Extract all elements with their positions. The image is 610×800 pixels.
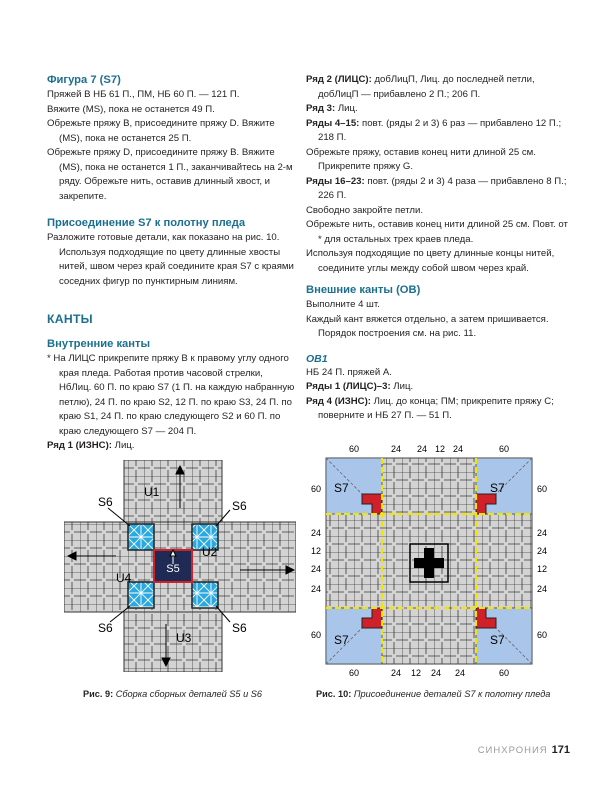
r415-label: Ряды 4–15: <box>306 117 360 129</box>
r3-label: Ряд 3: <box>306 103 336 114</box>
row1-line <box>47 439 297 454</box>
s7-label-bl: S7 <box>334 633 349 647</box>
left-dim-3: 12 <box>310 546 322 556</box>
bottom-dim-6: 60 <box>498 668 510 678</box>
u4-label: U4 <box>116 571 132 585</box>
left-dim-6: 60 <box>310 630 322 640</box>
r415-line <box>306 117 568 146</box>
join-text: Разложите готовые детали, как показано на рис. 10. Используя подходящие по цвету длинные хвосты нитей, швом через край соедините края S7 с краями соседних фигур по пунктирным линиям. <box>47 232 294 287</box>
left-column <box>47 73 297 454</box>
r2-line <box>306 73 568 102</box>
s7-label-br: S7 <box>490 633 505 647</box>
fig9-caption-text: Сборка сборных деталей S5 и S6 <box>113 689 262 699</box>
footer-brand: СИНХРОНИЯ <box>477 745 548 756</box>
s6-label-tr: S6 <box>232 499 247 513</box>
r3-text: Лиц. <box>335 103 358 114</box>
figure-9 <box>64 460 296 677</box>
s6-label-br: S6 <box>232 621 247 635</box>
left-dim-4: 24 <box>310 564 322 574</box>
bind-off-text: Свободно закройте петли. <box>306 204 424 216</box>
top-dim-1: 60 <box>348 444 360 454</box>
right-dim-2: 24 <box>536 528 548 538</box>
figure-9-diagram <box>64 460 296 672</box>
top-dim-2: 24 <box>390 444 402 454</box>
top-dim-4: 12 <box>434 444 446 454</box>
s7-label-tr: S7 <box>490 481 505 495</box>
ob1-rows1-3-label: Ряды 1 (ЛИЦС)–3: <box>306 381 391 392</box>
inner-edges-heading: Внутренние канты <box>47 338 151 350</box>
ob1-row4 <box>306 395 568 424</box>
bottom-dim-3: 12 <box>410 668 422 678</box>
left-dim-1: 60 <box>310 484 322 494</box>
u3-label: U3 <box>176 631 192 645</box>
cut2-text: Обрежьте нить, оставив конец нити длиной 25 см. Повт. от * для остальных трех краев пледа. <box>306 219 568 245</box>
r1623-line <box>306 175 568 204</box>
fig10-caption-num: Рис. 10: <box>316 689 352 699</box>
right-dim-1: 60 <box>536 484 548 494</box>
figure-9-caption <box>83 688 303 700</box>
join-heading: Присоединение S7 к полотну пледа <box>47 217 246 229</box>
fig7-line-4: Обрежьте пряжу D, присоедините пряжу В. Вяжите (MS), пока не останется 1 П., заканчивайтесь на 2-м ряду. Обрежьте нить, оставив длинный хвост, и закрепите. <box>47 147 293 202</box>
s6-label-tl: S6 <box>98 495 113 509</box>
right-dim-3: 24 <box>536 546 548 556</box>
figure-10-caption <box>316 688 566 700</box>
fig7-line-2: Вяжите (MS), пока не останется 49 П. <box>47 103 215 115</box>
fig10-caption-text: Присоединение деталей S7 к полотну пледа <box>351 689 551 699</box>
ob1-heading: ОВ1 <box>306 352 328 365</box>
bottom-dim-5: 24 <box>454 668 466 678</box>
page-number: 171 <box>551 744 570 756</box>
outer-line-1: Выполните 4 шт. <box>306 299 380 310</box>
left-dimensions <box>311 484 321 640</box>
left-dim-5: 24 <box>310 584 322 594</box>
figure7-heading: Фигура 7 (S7) <box>47 74 121 86</box>
u1-label: U1 <box>144 485 160 499</box>
fig9-caption-num: Рис. 9: <box>83 689 114 699</box>
top-dim-5: 24 <box>452 444 464 454</box>
ob1-rows1-3-text: Лиц. <box>390 381 414 392</box>
u2-label: U2 <box>202 545 218 559</box>
s7-label-tl: S7 <box>334 481 349 495</box>
edges-heading: КАНТЫ <box>47 312 93 326</box>
top-dimensions <box>349 444 509 454</box>
ob1-rows1-3 <box>306 380 568 395</box>
row1-text: Лиц. <box>111 440 135 451</box>
outer-edges-heading: Внешние канты (ОВ) <box>306 284 421 296</box>
ob1-row4-text: Лиц. до конца; ПМ; прикрепите пряжу С; поверните и НБ 27 П. — 51 П. <box>318 395 554 421</box>
bottom-dim-1: 60 <box>348 668 360 678</box>
top-dim-6: 60 <box>498 444 510 454</box>
figure-10-diagram <box>306 440 552 684</box>
r2-label: Ряд 2 (ЛИЦС): <box>306 74 372 85</box>
bottom-dim-2: 24 <box>390 668 402 678</box>
row1-label: Ряд 1 (ИЗНС): <box>47 440 112 451</box>
r3-line <box>306 102 568 117</box>
right-dimensions <box>537 484 547 640</box>
figure-10 <box>306 440 552 689</box>
r2-text: добЛицП, Лиц. до последней петли, добЛицП — прибавлено 2 П.; 206 П. <box>318 74 535 100</box>
page-footer <box>470 744 570 756</box>
fig7-line-3: Обрежьте пряжу В, присоедините пряжу D. Вяжите (MS), пока не останется 25 П. <box>47 118 275 144</box>
bottom-dimensions <box>349 668 509 678</box>
right-column <box>306 73 568 424</box>
r1623-text: повт. (ряды 2 и 3) 4 раза — прибавлено 8 П.; 226 П. <box>318 175 567 201</box>
cut1-text: Обрежьте пряжу, оставив конец нити длиной 25 см. Прикрепите пряжу G. <box>306 146 536 172</box>
s6-label-bl: S6 <box>98 621 113 635</box>
fig7-line-1: Пряжей В НБ 61 П., ПМ, НБ 60 П. — 121 П. <box>47 89 240 100</box>
corners-text: Используя подходящие по цвету длинные концы нитей, соедините углы между собой швом через край. <box>306 248 555 274</box>
right-dim-5: 24 <box>536 584 548 594</box>
r415-text: повт. (ряды 2 и 3) 6 раз — прибавлено 12 П.; 218 П. <box>318 117 562 143</box>
left-dim-2: 24 <box>310 528 322 538</box>
outer-line-2: Каждый кант вяжется отдельно, а затем пришивается. Порядок построения см. на рис. 11. <box>306 313 549 339</box>
top-dim-3: 24 <box>416 444 428 454</box>
ob1-line-1: НБ 24 П. пряжей А. <box>306 366 392 378</box>
inner-edges-text: * На ЛИЦС прикрепите пряжу В к правому углу одного края пледа. Работая против часовой стрелки, НбЛиц. 60 П. по краю S7 (1 П. на каждую набранную петлю), 24 П. по краю S2, 12 П. по краю S3, 24 П. по краю S1, 24 П. по краю следующего S2 и 60 П. по краю следующего S7 — 204 П. <box>47 353 295 437</box>
r1623-label: Ряды 16–23: <box>306 175 365 187</box>
right-dim-4: 12 <box>536 564 548 574</box>
bottom-dim-4: 24 <box>430 668 442 678</box>
right-dim-6: 60 <box>536 630 548 640</box>
ob1-row4-label: Ряд 4 (ИЗНС): <box>306 395 371 407</box>
s5-label: S5 <box>166 563 180 575</box>
